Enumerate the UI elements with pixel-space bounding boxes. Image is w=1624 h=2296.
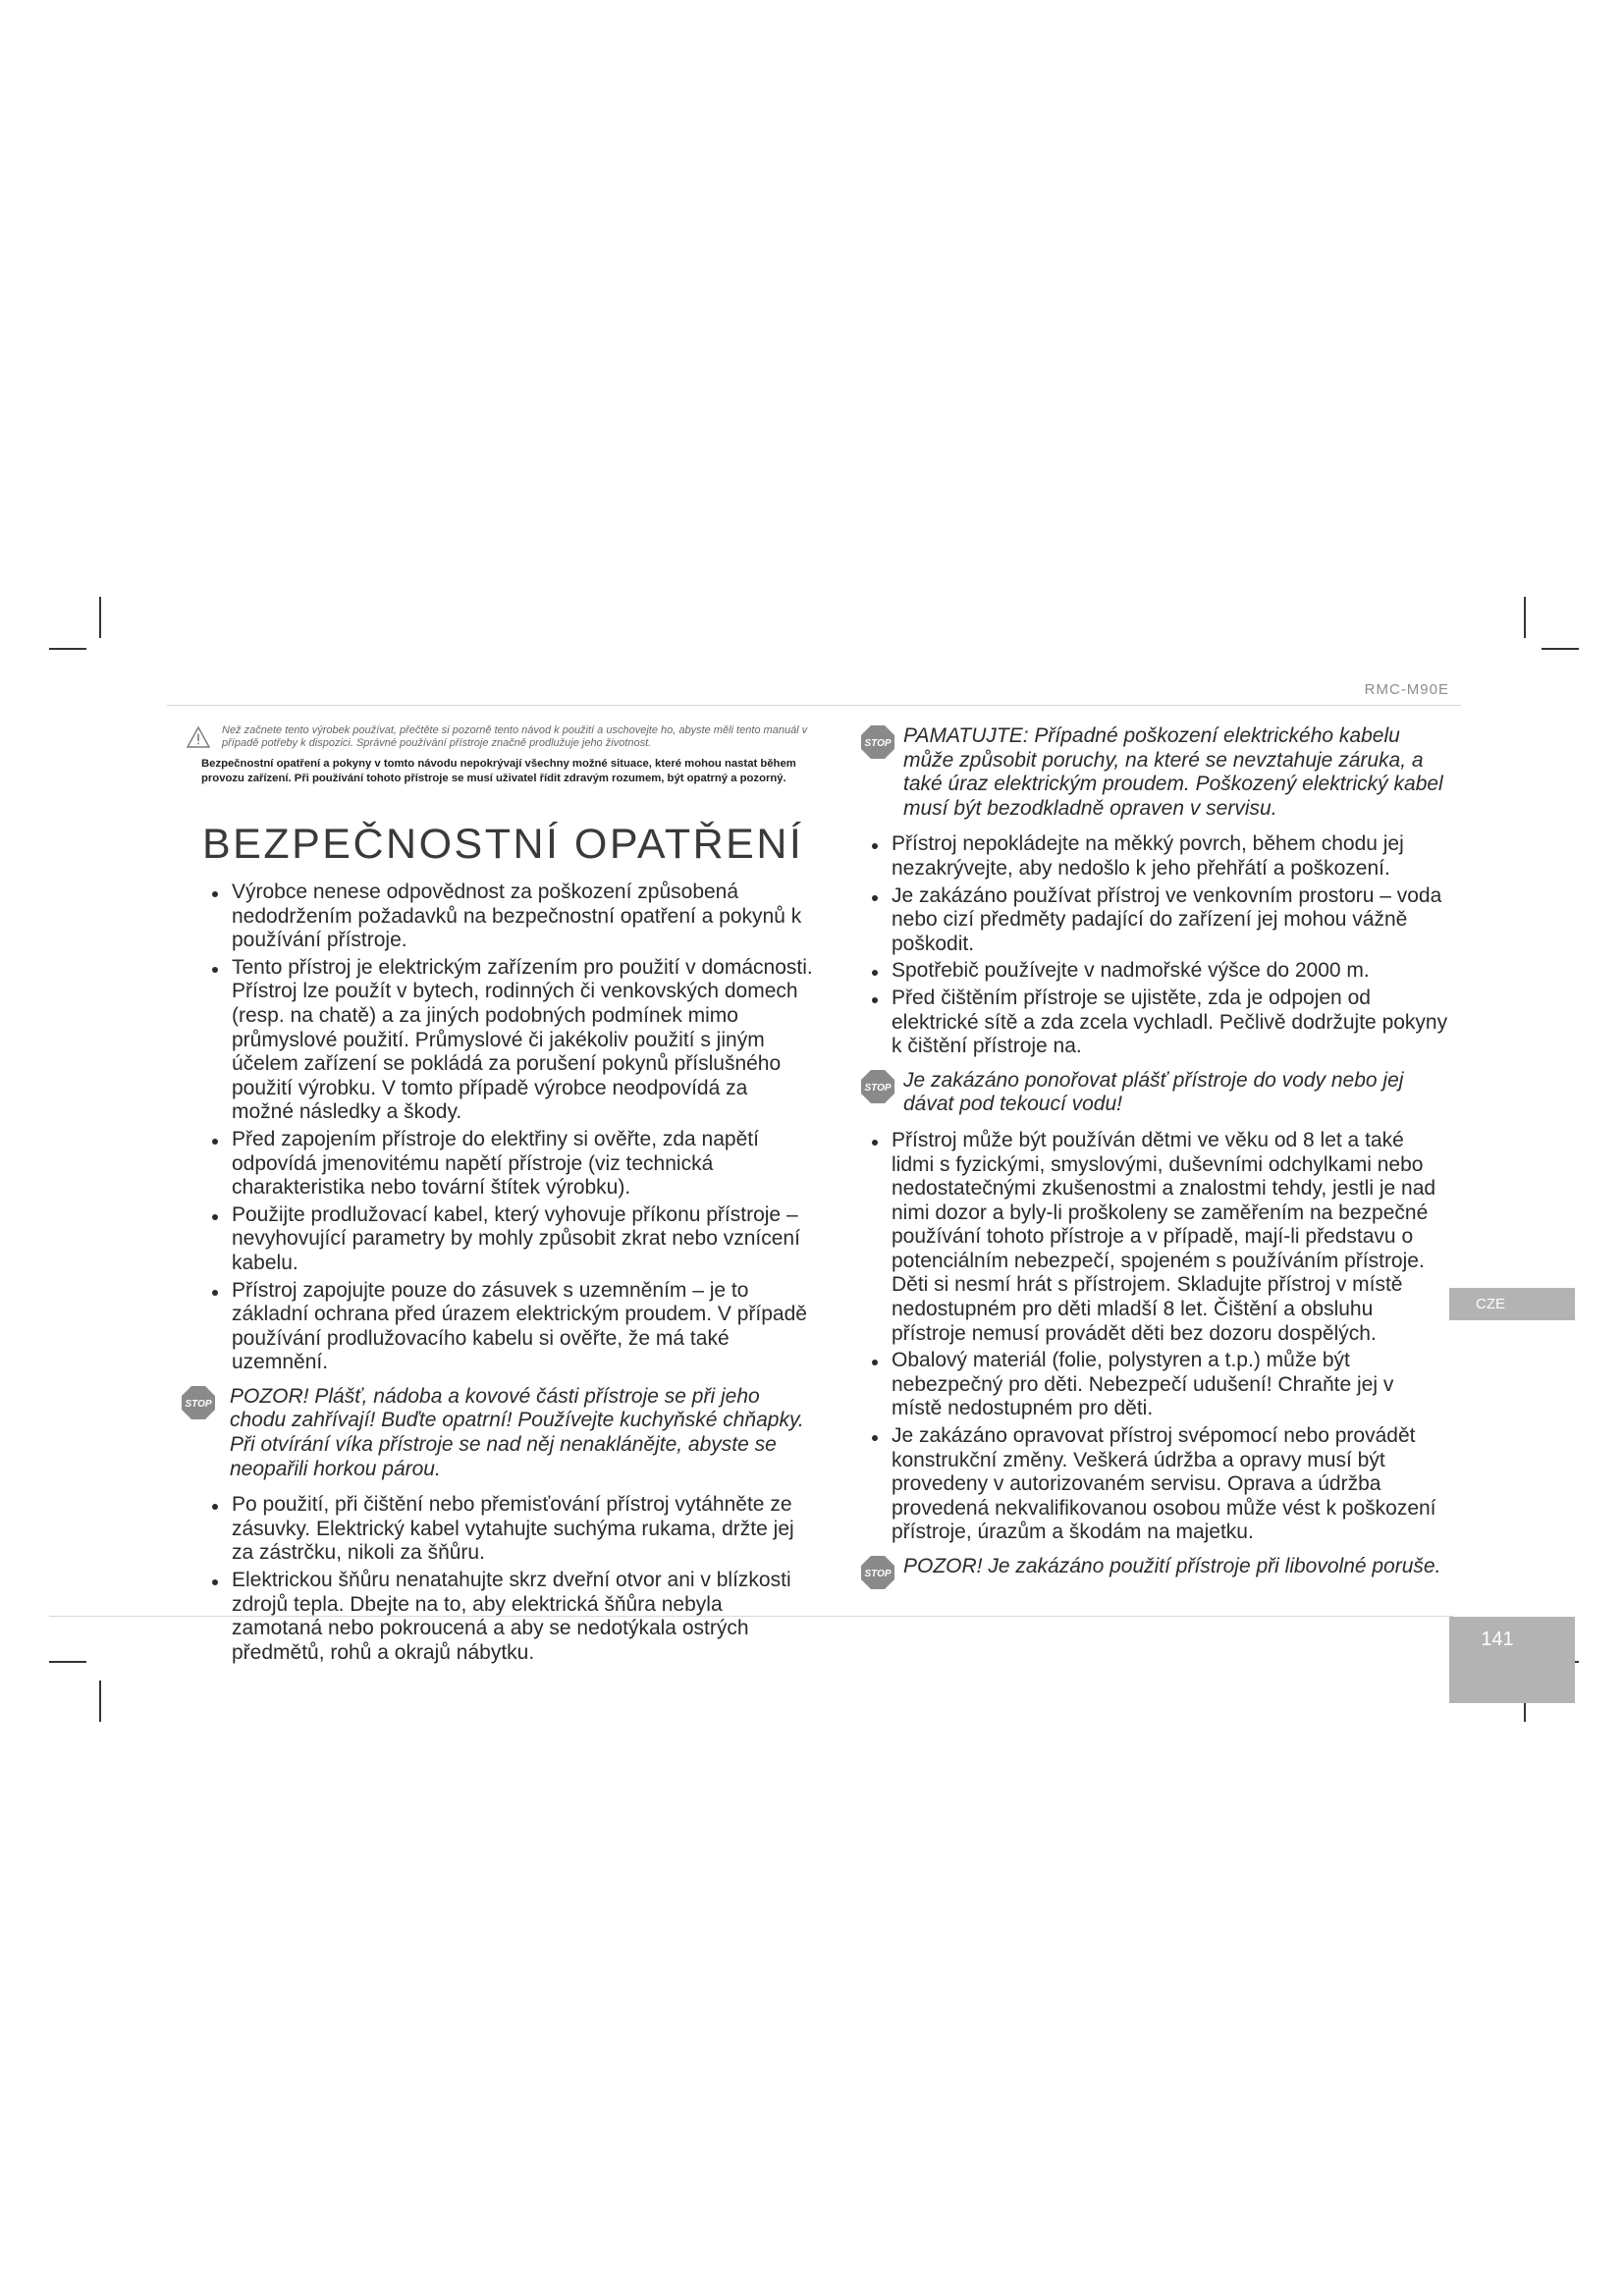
list-item: Před čištěním přístroje se ujistěte, zda je odpojen od elektrické sítě a zda zcela vychladl. Pečlivě dodržujte pokyny k čištění přístroje na. [860, 987, 1449, 1059]
list-item: Použijte prodlužovací kabel, který vyhovuje příkonu přístroje – nevyhovující parametry by mohly způsobit zkrat nebo vznícení kabelu. [200, 1203, 813, 1276]
safety-list [200, 1493, 813, 1665]
model-label: RMC-M90E [1364, 681, 1449, 698]
stop-icon [181, 1385, 216, 1420]
svg-text:STOP: STOP [864, 1569, 892, 1579]
intro-italic-text: Než začnete tento výrobek používat, přečtěte si pozorně tento návod k použití a uschovejte ho, abyste měli tento manuál v případě potřeby k dispozici. Správné používání přístroje značně prodlužuje jeho životnost. [222, 724, 808, 749]
crop-mark [99, 1681, 101, 1722]
crop-mark [99, 597, 101, 638]
stop-warning [860, 1069, 1449, 1117]
stop-icon [860, 724, 895, 760]
page-number: 141 [1449, 1617, 1575, 1703]
list-item: Přístroj zapojujte pouze do zásuvek s uzemněním – je to základní ochrana před úrazem elektrickým proudem. V případě používání prodlužovacího kabelu si ověřte, že má také uzemnění. [200, 1279, 813, 1375]
warning-triangle-icon [187, 726, 210, 748]
crop-mark [49, 1661, 86, 1663]
stop-warning-text: POZOR! Je zakázáno použití přístroje při libovolné poruše. [903, 1555, 1441, 1577]
list-item: Je zakázáno používat přístroj ve venkovním prostoru – voda nebo cizí předměty padající do zařízení jej mohou vážně poškodit. [860, 884, 1449, 957]
svg-text:STOP: STOP [185, 1398, 212, 1410]
stop-warning-text: POZOR! Plášť, nádoba a kovové části přístroje se při jeho chodu zahřívají! Buďte opatrní! Používejte kuchyňské chňapky. Při otvírání víka přístroje se nad něj nenaklánějte, abyste se neopařili horkou párou. [230, 1384, 804, 1480]
safety-list [860, 1129, 1449, 1545]
crop-mark [1524, 597, 1526, 638]
stop-icon [860, 1069, 895, 1104]
list-item: Je zakázáno opravovat přístroj svépomocí nebo provádět konstrukční změny. Veškerá údržba a opravy musí být provedeny v autorizovaném servisu. Oprava a údržba provedená nekvalifikovanou osobou může vést k poškození přístroje, úrazům a škodám na majetku. [860, 1424, 1449, 1545]
list-item: Přístroj může být používán dětmi ve věku od 8 let a také lidmi s fyzickými, smyslovými, duševními odchylkami nebo nedostatečnými zkušenostmi a znalostmi tehdy, jestli je nad nimi dozor a byly-li proškoleny se zaměřením na bezpečné používání tohoto přístroje a v případě, mají-li představu o potenciálním nebezpečí, spojeném s používáním přístroje. Děti si nesmí hrát s přístrojem. Skladujte přístroj v místě nedostupném pro děti mladší 8 let. Čištění a obsluhu přístroje nemusí provádět děti bez dozoru dospělých. [860, 1129, 1449, 1346]
list-item: Spotřebič používejte v nadmořské výšce do 2000 m. [860, 959, 1449, 984]
footer-divider [49, 1616, 1453, 1617]
list-item: Výrobce nenese odpovědnost za poškození způsobená nedodržením požadavků na bezpečnostní opatření a pokynů k používání přístroje. [200, 881, 813, 953]
intro-notice [187, 724, 813, 750]
stop-warning [860, 724, 1449, 821]
list-item: Po použití, při čištění nebo přemisťování přístroj vytáhněte ze zásuvky. Elektrický kabel vytahujte suchýma rukama, držte jej za zástrčku, nikoli za šňůru. [200, 1493, 813, 1566]
stop-warning [860, 1555, 1449, 1579]
safety-list [200, 881, 813, 1375]
list-item: Obalový materiál (folie, polystyren a t.p.) může být nebezpečný pro děti. Nebezpečí udušení! Chraňte jej v místě nedostupném pro děti. [860, 1349, 1449, 1421]
safety-list [860, 832, 1449, 1058]
crop-mark [49, 648, 86, 650]
list-item: Přístroj nepokládejte na měkký povrch, během chodu jej nezakrývejte, aby nedošlo k jeho přehřátí a poškození. [860, 832, 1449, 881]
list-item: Elektrickou šňůru nenatahujte skrz dveřní otvor ani v blízkosti zdrojů tepla. Dbejte na to, aby elektrická šňůra nebyla zamotaná nebo pokroucená a aby se nedotýkala ostrých předmětů, rohů a okrajů nábytku. [200, 1569, 813, 1665]
stop-icon [860, 1555, 895, 1590]
crop-mark [1542, 648, 1579, 650]
svg-text:STOP: STOP [864, 1082, 892, 1094]
page-title: BEZPEČNOSTNÍ OPATŘENÍ [202, 821, 804, 868]
stop-warning [181, 1385, 813, 1481]
stop-warning-text: PAMATUJTE: Případné poškození elektrického kabelu může způsobit poruchy, na které se nevztahuje záruka, a také úraz elektrickým proudem. Poškozený elektrický kabel musí být bezodkladně opraven v servisu. [903, 724, 1443, 820]
list-item: Tento přístroj je elektrickým zařízením pro použití v domácnosti. Přístroj lze použít v bytech, rodinných či venkovských domech (resp. na chatě) a za jiných podobných podmínek mimo průmyslové použití. Průmyslové či jakékoliv použití s jiným účelem zařízení se pokládá za porušení pokynů příslušného použití výrobku. V tomto případě výrobce neodpovídá za možné následky a škody. [200, 956, 813, 1125]
header-divider [167, 705, 1461, 706]
left-column [185, 724, 813, 1668]
list-item: Před zapojením přístroje do elektřiny si ověřte, zda napětí odpovídá jmenovitému napětí přístroje (viz technická charakteristika nebo tovární štítek výrobku). [200, 1128, 813, 1201]
right-column [860, 724, 1449, 1591]
intro-bold-text: Bezpečnostní opatření a pokyny v tomto návodu nepokrývají všechny možné situace, které mohou nastat během provozu zařízení. Při používání tohoto přístroje se musí uživatel řídit zdravým rozumem, být opatrný a pozorný. [201, 758, 796, 784]
svg-text:STOP: STOP [864, 738, 892, 749]
language-tab: CZE [1449, 1288, 1575, 1320]
stop-warning-text: Je zakázáno ponořovat plášť přístroje do vody nebo jej dávat pod tekoucí vodu! [903, 1068, 1404, 1116]
